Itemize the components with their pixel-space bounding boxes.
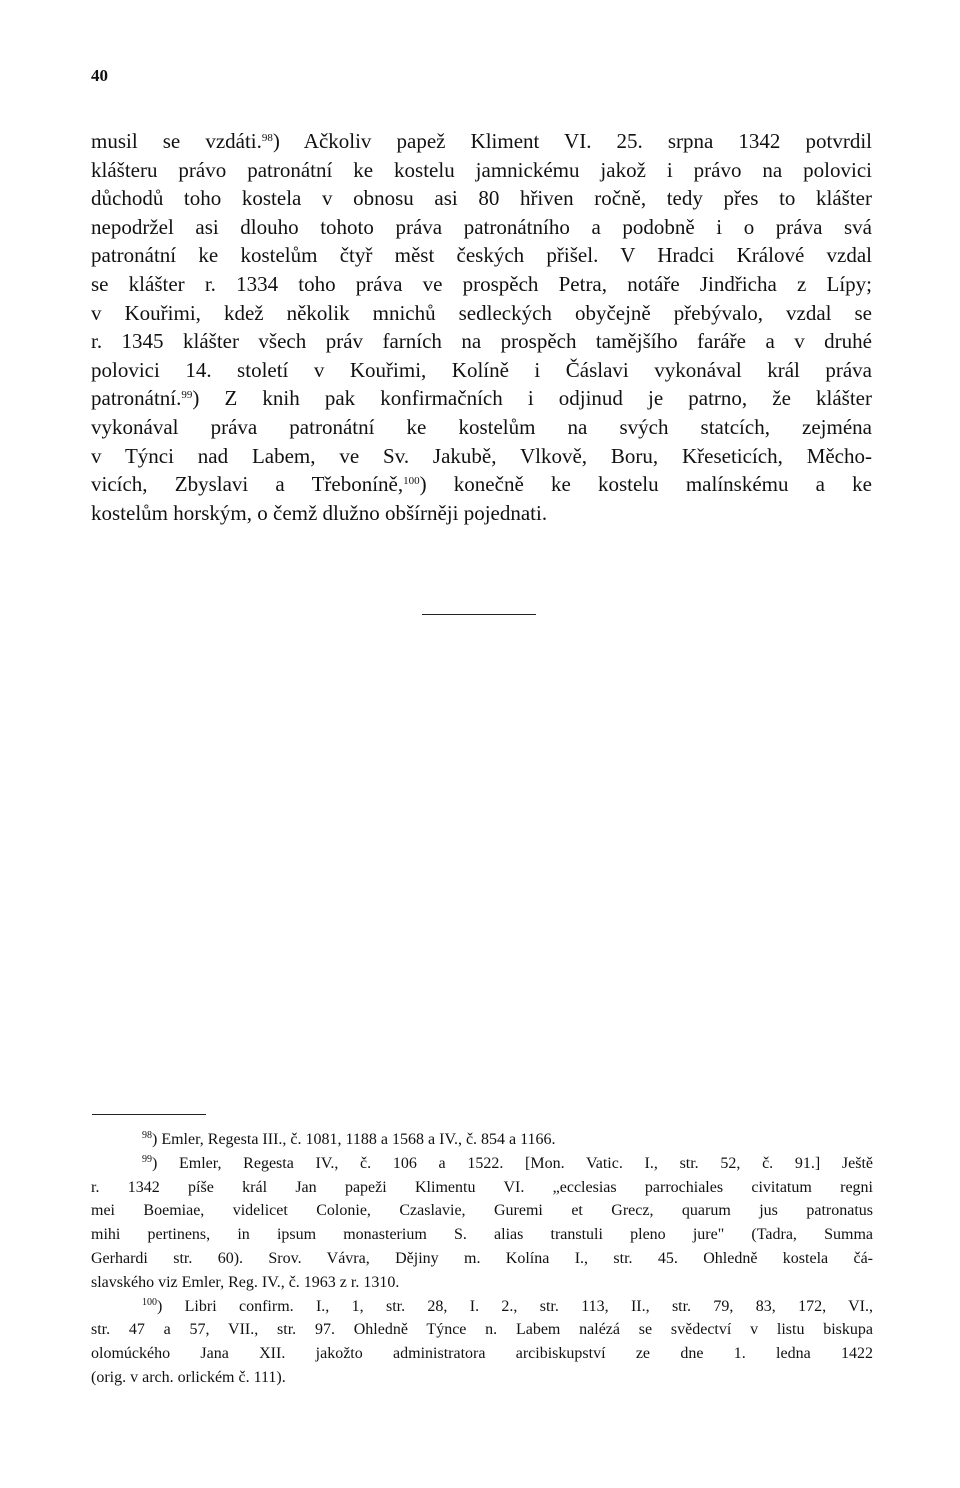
- footnote-ref: 99: [181, 389, 193, 402]
- footnote-100: [91, 1295, 873, 1390]
- footnote-line: $^{99}$) Emler, Regesta IV., č. 106 a 1522. [Mon. Vatic. I., str. 52, č. 91.] Ještě: [142, 1153, 873, 1172]
- text-line: v Kouřimi, kdež několik mnichů sedleckých obyčejně přebývalo, vzdal se: [91, 300, 872, 325]
- text-line: se klášter r. 1334 toho práva ve prospěch Petra, notáře Jindřicha z Lípy;: [91, 271, 872, 296]
- footnote-divider: [92, 1114, 206, 1115]
- footnote-ref: 98: [261, 132, 273, 144]
- footnote-line: olomúckého Jana XII. jakožto administratora arcibiskupství ze dne 1. ledna 1422: [91, 1345, 873, 1363]
- footnote-line: Gerhardi str. 60). Srov. Vávra, Dějiny m. Kolína I., str. 45. Ohledně kostela čá-: [91, 1249, 873, 1267]
- footnote-line: $^{98}$) Emler, Regesta III., č. 1081, 1188 a 1568 a IV., č. 854 a 1166.: [142, 1130, 556, 1148]
- section-divider: [422, 614, 536, 615]
- text-line: klášteru právo patronátní ke kostelu jamnickému jakož i právo na polovici: [91, 157, 872, 182]
- text-line: patronátní ke kostelům čtyř měst českých přišel. V Hradci Králové vzdal: [91, 243, 872, 268]
- footnote-line: slavského viz Emler, Reg. IV., č. 1963 z r. 1310.: [91, 1273, 400, 1291]
- text-line: v Týnci nad Labem, ve Sv. Jakubě, Vlkově, Boru, Křeseticích, Měcho-: [91, 443, 872, 468]
- footnote-98: [91, 1128, 873, 1152]
- footnote-line: $^{100}$) Libri confirm. I., 1, str. 28, I. 2., str. 113, II., str. 79, 83, 172, VI.,: [142, 1296, 873, 1315]
- page-number: 40: [91, 66, 108, 85]
- footnotes: [91, 1128, 873, 1390]
- text-line: nepodržel asi dlouho tohoto práva patronátního a podobně i o práva svá: [91, 214, 872, 239]
- text-line: vykonával práva patronátní ke kostelům na svých statcích, zejména: [91, 414, 872, 439]
- footnote-number: 99: [142, 1153, 152, 1165]
- text-line: vicích, Zbyslavi a Třeboníně,$^{100}$) konečně ke kostelu malínskému a ke: [91, 472, 873, 497]
- text-line: musil se vzdáti.$^{98}$) Ačkoliv papež Kliment VI. 25. srpna 1342 potvrdil: [91, 129, 872, 153]
- main-text: [91, 127, 872, 527]
- text-line: r. 1345 klášter všech práv farních na prospěch tamějšího faráře a v druhé: [91, 329, 872, 354]
- footnote-99: [91, 1152, 873, 1295]
- footnote-line: str. 47 a 57, VII., str. 97. Ohledně Týnce n. Labem nalézá se svědectví v listu biskupa: [91, 1321, 873, 1339]
- footnote-line: mei Boemiae, videlicet Colonie, Czaslavie, Guremi et Grecz, quarum jus patronatus: [91, 1202, 873, 1220]
- text-line: kostelům horským, o čemž dlužno obšírněji pojednati.: [91, 500, 548, 525]
- text-line: polovici 14. století v Kouřimi, Kolíně i Čáslavi vykonával král práva: [91, 357, 872, 382]
- footnote-number: 98: [142, 1130, 152, 1141]
- footnote-line: (orig. v arch. orlickém č. 111).: [91, 1368, 286, 1386]
- footnote-line: r. 1342 píše král Jan papeži Klimentu VI. „ecclesias parrochiales civitatum regni: [91, 1178, 873, 1196]
- text-line: důchodů toho kostela v obnosu asi 80 hřiven ročně, tedy přes to klášter: [91, 186, 872, 211]
- text-line: patronátní.$^{99}$) Z knih pak konfirmačních i odjinud je patrno, že klášter: [91, 386, 872, 411]
- footnote-ref: 100: [403, 475, 420, 488]
- footnote-number: 100: [142, 1296, 157, 1308]
- footnote-line: mihi pertinens, in ipsum monasterium S. alias transtuli pleno jure" (Tadra, Summa: [91, 1226, 873, 1244]
